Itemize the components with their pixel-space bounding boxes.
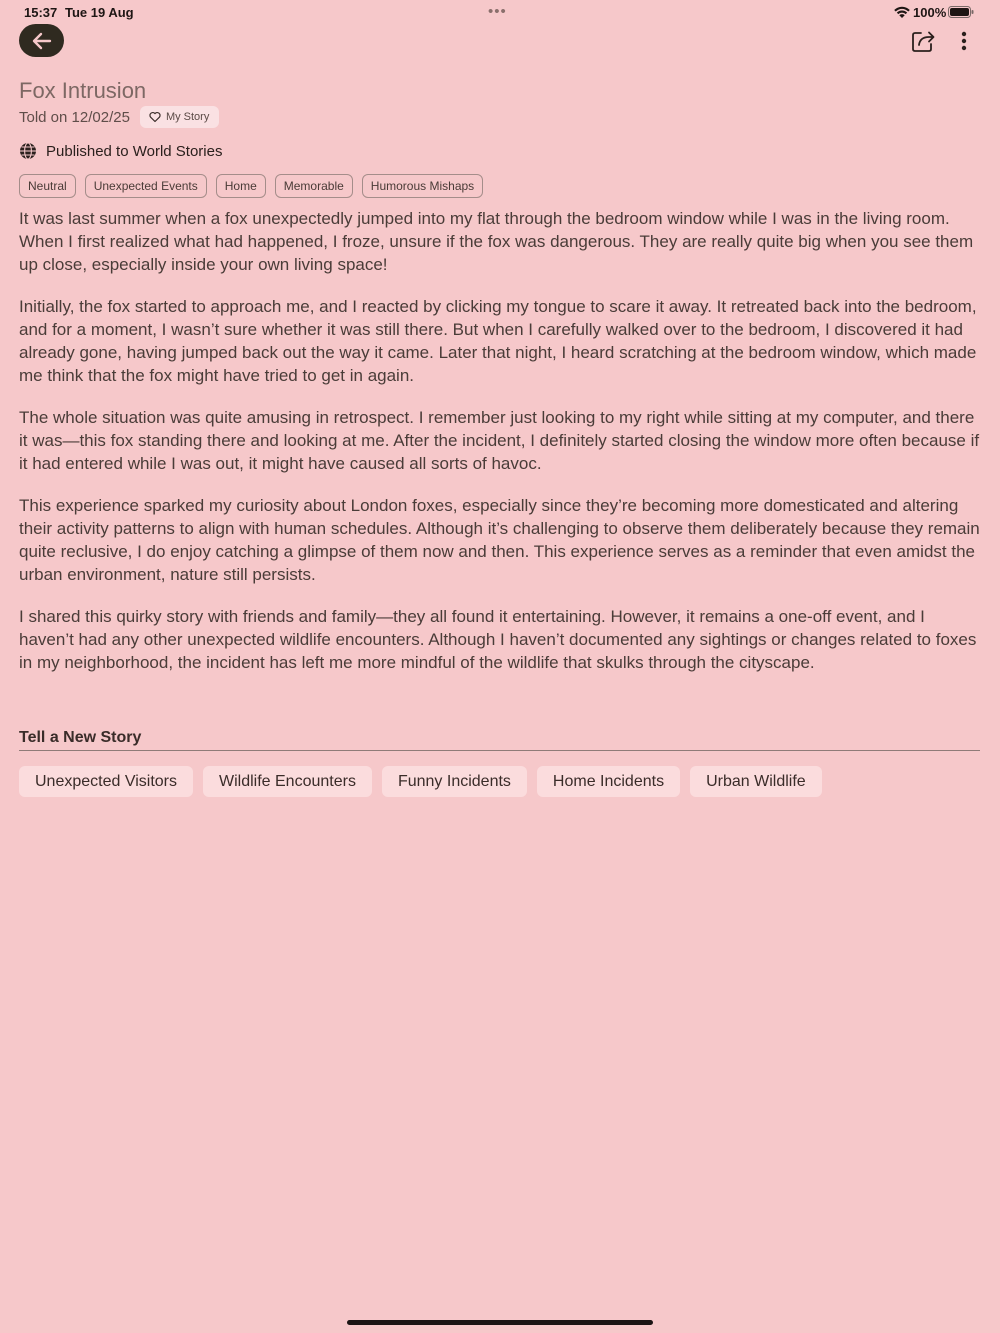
prompt-chip-list bbox=[19, 766, 980, 797]
story-body bbox=[19, 207, 984, 693]
tag-chip[interactable]: Unexpected Events bbox=[85, 174, 207, 198]
tag-chip[interactable]: Neutral bbox=[19, 174, 76, 198]
prompt-chip[interactable]: Urban Wildlife bbox=[690, 766, 822, 797]
my-story-badge[interactable] bbox=[140, 106, 219, 128]
battery-icon bbox=[948, 6, 974, 18]
multitask-dots-icon[interactable]: ••• bbox=[488, 3, 507, 20]
home-indicator[interactable] bbox=[347, 1320, 653, 1325]
status-bar bbox=[0, 0, 1000, 24]
battery-percent: 100% bbox=[913, 5, 947, 20]
status-date: Tue 19 Aug bbox=[65, 5, 134, 20]
published-status bbox=[19, 140, 222, 162]
story-paragraph: I shared this quirky story with friends and family—they all found it entertaining. However, it remains a one-off event, and I haven’t had any other unexpected wildlife encounters. Although I haven’t documented any sightings or changes related to foxes in my neighborhood, the incident has left me more mindful of the wildlife that skulks through the cityscape. bbox=[19, 607, 977, 672]
story-paragraph: It was last summer when a fox unexpectedly jumped into my flat through the bedroom window while I was in the living room. When I first realized what had happened, I froze, unsure if the fox was dangerous. They are really quite big when you see them up close, especially inside your own living space! bbox=[19, 209, 974, 274]
share-icon[interactable] bbox=[910, 28, 936, 54]
status-time: 15:37 bbox=[24, 5, 58, 20]
story-paragraph: Initially, the fox started to approach me, and I reacted by clicking my tongue to scare it away. It retreated back into the bedroom, and for a moment, I wasn’t sure whether it was still there. But when I carefully walked over to the bedroom, I discovered it had already gone, having jumped back out the way it came. Later that night, I heard scratching at the bedroom window, which made me think that the fox might have tried to get in again. bbox=[19, 297, 977, 385]
wifi-icon bbox=[893, 5, 911, 19]
prompt-chip[interactable]: Unexpected Visitors bbox=[19, 766, 193, 797]
page-title: Fox Intrusion bbox=[19, 78, 147, 103]
my-story-label: My Story bbox=[165, 111, 210, 123]
published-label: Published to World Stories bbox=[46, 142, 223, 160]
prompt-chip[interactable]: Home Incidents bbox=[537, 766, 680, 797]
arrow-left-icon bbox=[32, 32, 52, 50]
back-button[interactable] bbox=[19, 24, 64, 57]
tag-chip[interactable]: Home bbox=[216, 174, 266, 198]
heart-icon bbox=[149, 111, 161, 123]
story-paragraph: This experience sparked my curiosity about London foxes, especially since they’re becoming more domesticated and altering their activity patterns to align with human schedules. Although it’s challenging to observe them deliberately because they remain quite reclusive, I do enjoy catching a glimpse of them now and then. This experience serves as a reminder that even amidst the urban environment, nature still persists. bbox=[19, 496, 980, 584]
tag-chip[interactable]: Humorous Mishaps bbox=[362, 174, 483, 198]
story-paragraph: The whole situation was quite amusing in retrospect. I remember just looking to my right while sitting at my computer, and there it was—this fox standing there and looking at me. After the incident, I definitely started closing the window more often because if it had entered while I was out, it might have caused all sorts of havoc. bbox=[19, 408, 980, 473]
told-date: Told on 12/02/25 bbox=[19, 108, 130, 126]
story-meta bbox=[19, 105, 219, 129]
prompt-chip[interactable]: Funny Incidents bbox=[382, 766, 527, 797]
prompt-chip[interactable]: Wildlife Encounters bbox=[203, 766, 372, 797]
new-story-heading: Tell a New Story bbox=[19, 729, 980, 751]
new-story-section bbox=[19, 729, 980, 797]
more-vertical-icon[interactable] bbox=[955, 28, 973, 54]
globe-icon bbox=[19, 142, 37, 160]
tag-chip[interactable]: Memorable bbox=[275, 174, 353, 198]
tag-list bbox=[19, 174, 483, 198]
